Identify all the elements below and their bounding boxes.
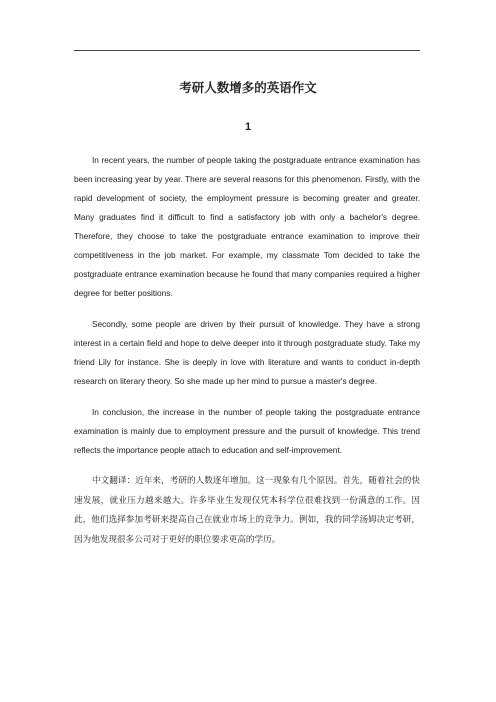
paragraph-zh-translation: 中文翻译：近年来，考研的人数逐年增加。这一现象有几个原因。首先，随着社会的快速发展，就业压力越来越大。许多毕业生发现仅凭本科学位很难找到一份满意的工作。因此，他们选择参加考研来提高自己在就业市场上的竞争力。例如，我的同学汤姆决定考研，因为他发现很多公司对于更好的职位要求更高的学历。 bbox=[74, 476, 420, 545]
document-title: 考研人数增多的英语作文 bbox=[179, 80, 317, 95]
paragraph-en-1: In recent years, the number of people taking the postgraduate entrance examination has been increasing year by year. There are several reasons for this phenomenon. Firstly, with the rapid development of society, the employment pressure is becoming greater and greater. Many graduates find it difficult to find a satisfactory job with only a bachelor's degree. Therefore, they choose to take the postgraduate entrance examination to improve their competitiveness in the job market. For example, my classmate Tom decided to take the postgraduate entrance examination because he found that many companies required a higher degree for better positions. bbox=[74, 155, 420, 298]
section-number: 1 bbox=[244, 121, 252, 133]
paragraph-en-2: Secondly, some people are driven by their pursuit of knowledge. They have a strong interest in a certain field and hope to delve deeper into it through postgraduate study. Take my friend Lily for instance. She is deeply in love with literature and wants to conduct in-depth research on literary theory. So she made up her mind to pursue a master's degree. bbox=[74, 319, 420, 386]
paragraph-en-3: In conclusion, the increase in the number of people taking the postgraduate entrance examination is mainly due to employment pressure and the pursuit of knowledge. This trend reflects the importance people attach to education and self-improvement. bbox=[74, 407, 420, 455]
document-body bbox=[74, 151, 420, 550]
header-rule bbox=[74, 50, 420, 51]
